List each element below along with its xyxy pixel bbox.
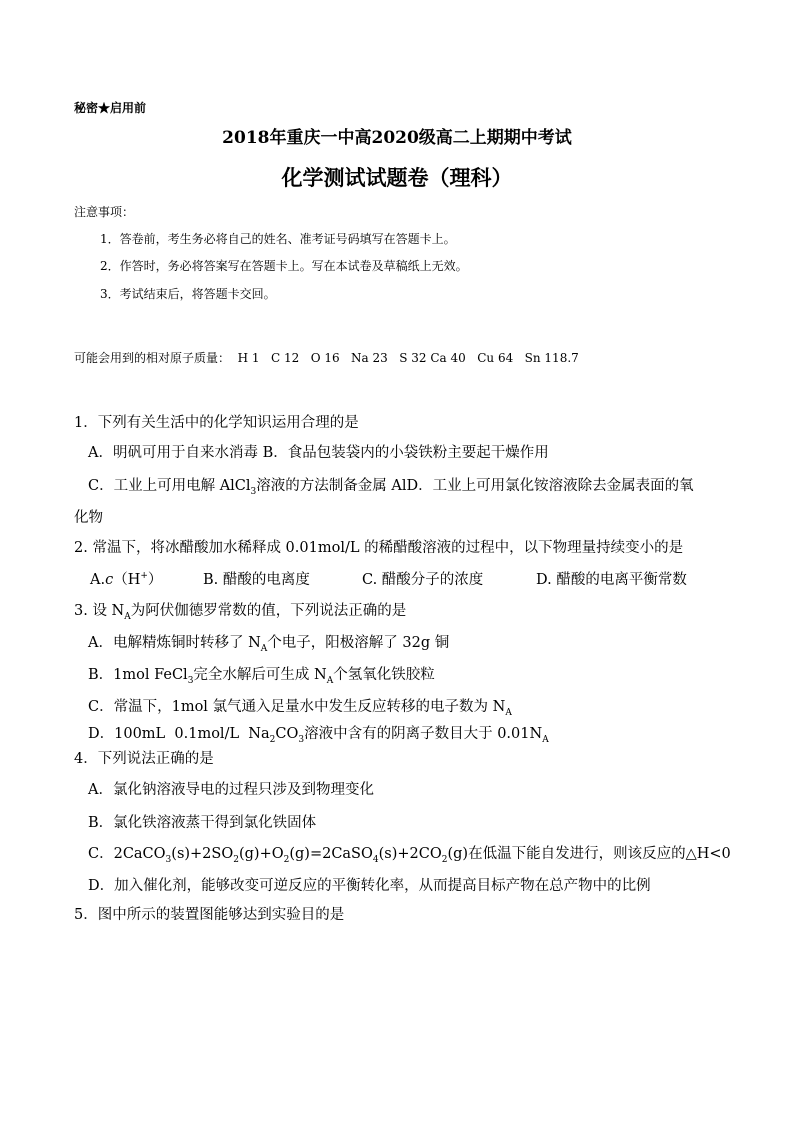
question-1-stem: 1．下列有关生活中的化学知识运用合理的是 bbox=[74, 415, 359, 431]
question-4-option-a: A．氯化钠溶液导电的过程只涉及到物理变化 bbox=[88, 782, 374, 798]
secret-label: 秘密★启用前 bbox=[74, 101, 147, 115]
question-4-stem: 4．下列说法正确的是 bbox=[74, 751, 214, 767]
question-3-stem: 3. 设 $N_A$为阿伏伽德罗常数的值，下列说法正确的是 bbox=[74, 603, 407, 622]
question-1-continuation: 化物 bbox=[74, 510, 103, 526]
question-3-option-b: B．1mol FeCl$_3$完全水解后可生成 $N_A$个氢氧化铁胶粒 bbox=[88, 667, 435, 686]
question-4-option-d: D．加入催化剂，能够改变可逆反应的平衡转化率，从而提高目标产物在总产物中的比例 bbox=[88, 878, 651, 894]
subject-title: 化学测试试题卷（理科） bbox=[281, 165, 513, 190]
question-2-option-c: C. 醋酸分子的浓度 bbox=[362, 572, 484, 588]
question-3-option-c: C．常温下，1mol 氯气通入足量水中发生反应转移的电子数为 $N_A$ bbox=[88, 699, 512, 718]
question-1-options-ab: A．明矾可用于自来水消毒 B．食品包装袋内的小袋铁粉主要起干燥作用 bbox=[88, 445, 549, 461]
question-2-option-a: A.c（H+） bbox=[90, 571, 163, 588]
question-2-stem: 2. 常温下，将冰醋酸加水稀释成 0.01mol/L 的稀醋酸溶液的过程中，以下物理量持续变小的是 bbox=[74, 540, 684, 556]
question-3-option-d: D．100mL 0.1mol/L $Na_2CO_3$溶液中含有的阴离子数目大于 $0.01N_A$ bbox=[88, 726, 549, 745]
question-4-option-c: C．$2CaCO_3(s)+2SO_2(g)+O_2(g)=2CaSO_4(s)+2CO_2(g)$在低温下能自发进行，则该反应的△H<0 bbox=[88, 846, 731, 865]
question-5-stem: 5．图中所示的装置图能够达到实验目的是 bbox=[74, 907, 345, 923]
notice-item: 2．作答时，务必将答案写在答题卡上。写在本试卷及草稿纸上无效。 bbox=[100, 259, 468, 273]
notice-label: 注意事项： bbox=[74, 205, 135, 219]
atomic-masses: 可能会用到的相对原子质量： H 1 C 12 O 16 Na 23 S 32 Ca 40 Cu 64 Sn 118.7 bbox=[74, 351, 579, 365]
question-1-option-cd: C．工业上可用电解 AlCl$_3$溶液的方法制备金属 AlD．工业上可用氯化铵溶液除去金属表面的氧 bbox=[88, 478, 694, 497]
exam-title: 2018年重庆一中高2020级高二上期期中考试 bbox=[222, 128, 572, 148]
question-2-option-d: D. 醋酸的电离平衡常数 bbox=[536, 572, 687, 588]
question-2-option-b: B. 醋酸的电离度 bbox=[203, 572, 310, 588]
notice-item: 3．考试结束后，将答题卡交回。 bbox=[100, 287, 276, 301]
question-4-option-b: B．氯化铁溶液蒸干得到氯化铁固体 bbox=[88, 815, 317, 831]
notice-item: 1．答卷前，考生务必将自己的姓名、准考证号码填写在答题卡上。 bbox=[100, 232, 456, 246]
question-3-option-a: A．电解精炼铜时转移了 $N_A$个电子，阳极溶解了 32g 铜 bbox=[88, 635, 450, 654]
